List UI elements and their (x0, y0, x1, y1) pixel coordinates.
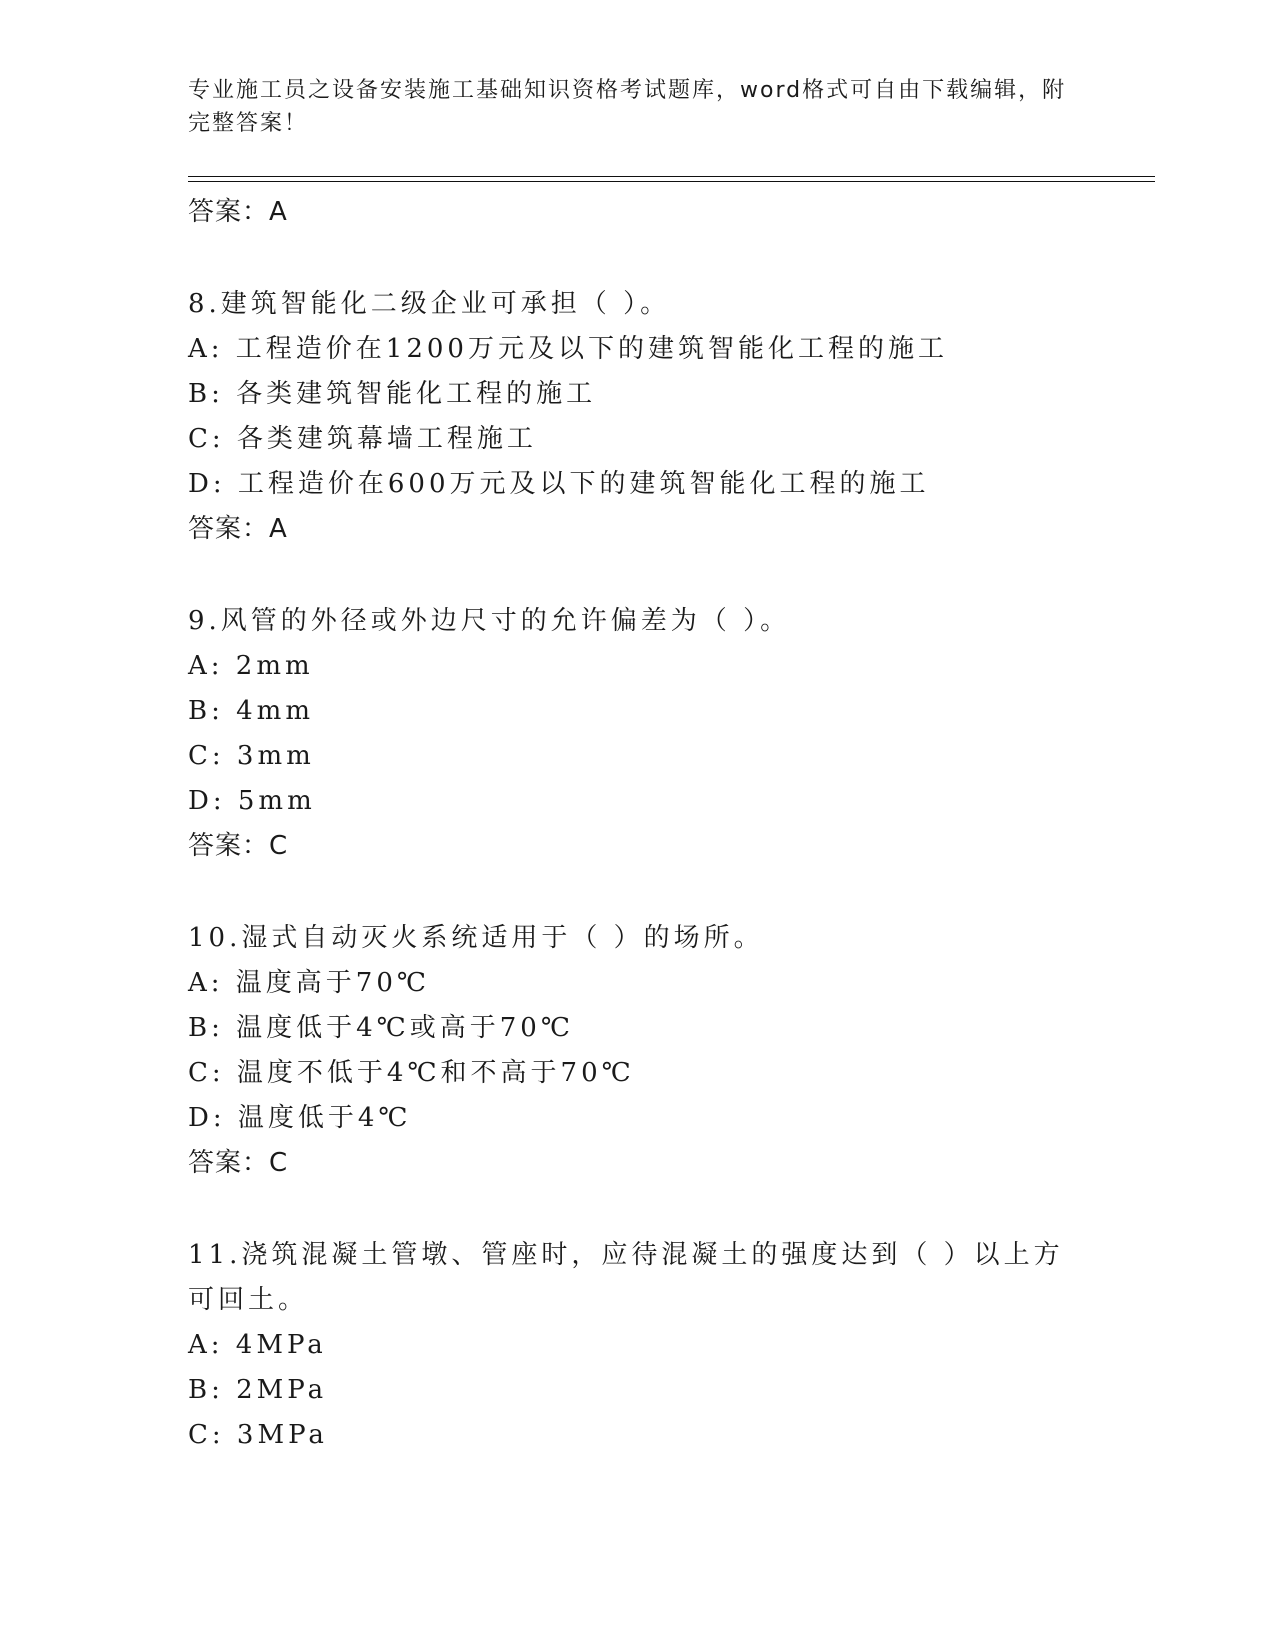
answer-line: 答案：A (188, 197, 288, 227)
spacer (188, 869, 1088, 916)
option-b: B: 4mm (188, 696, 314, 726)
question-list (188, 190, 1088, 1458)
question-prompt: 10.湿式自动灭火系统适用于（ ）的场所。 (188, 923, 764, 953)
spacer (188, 1186, 1088, 1233)
answer-line: 答案：A (188, 514, 288, 544)
option-c: C: 3mm (188, 741, 315, 771)
answer-line: 答案：C (188, 1148, 289, 1178)
header-rule-bottom (188, 181, 1155, 182)
option-a: A: 2mm (188, 651, 314, 681)
option-b: B: 温度低于4℃或高于70℃ (188, 1013, 574, 1043)
option-c: C: 3MPa (188, 1420, 328, 1450)
option-a: A: 温度高于70℃ (188, 968, 430, 998)
option-c: C: 各类建筑幕墙工程施工 (188, 424, 537, 454)
question-prompt: 11.浇筑混凝土管墩、管座时，应待混凝土的强度达到（ ）以上方可回土。 (188, 1240, 1064, 1315)
spacer (188, 552, 1088, 599)
option-d: D: 温度低于4℃ (188, 1103, 412, 1133)
header-rule-top (188, 176, 1155, 177)
answer-line: 答案：C (188, 831, 289, 861)
option-c: C: 温度不低于4℃和不高于70℃ (188, 1058, 635, 1088)
question-prompt: 9.风管的外径或外边尺寸的允许偏差为（ ）。 (188, 606, 791, 636)
option-d: D: 工程造价在600万元及以下的建筑智能化工程的施工 (188, 469, 930, 499)
option-a: A: 4MPa (188, 1330, 327, 1360)
question-prompt: 8.建筑智能化二级企业可承担（ ）。 (188, 289, 671, 319)
option-d: D: 5mm (188, 786, 316, 816)
option-a: A: 工程造价在1200万元及以下的建筑智能化工程的施工 (188, 334, 948, 364)
option-b: B: 各类建筑智能化工程的施工 (188, 379, 597, 409)
page-header: 专业施工员之设备安装施工基础知识资格考试题库，word格式可自由下载编辑，附完整答案！ (188, 78, 1067, 136)
option-b: B: 2MPa (188, 1375, 328, 1405)
spacer (188, 235, 1088, 282)
